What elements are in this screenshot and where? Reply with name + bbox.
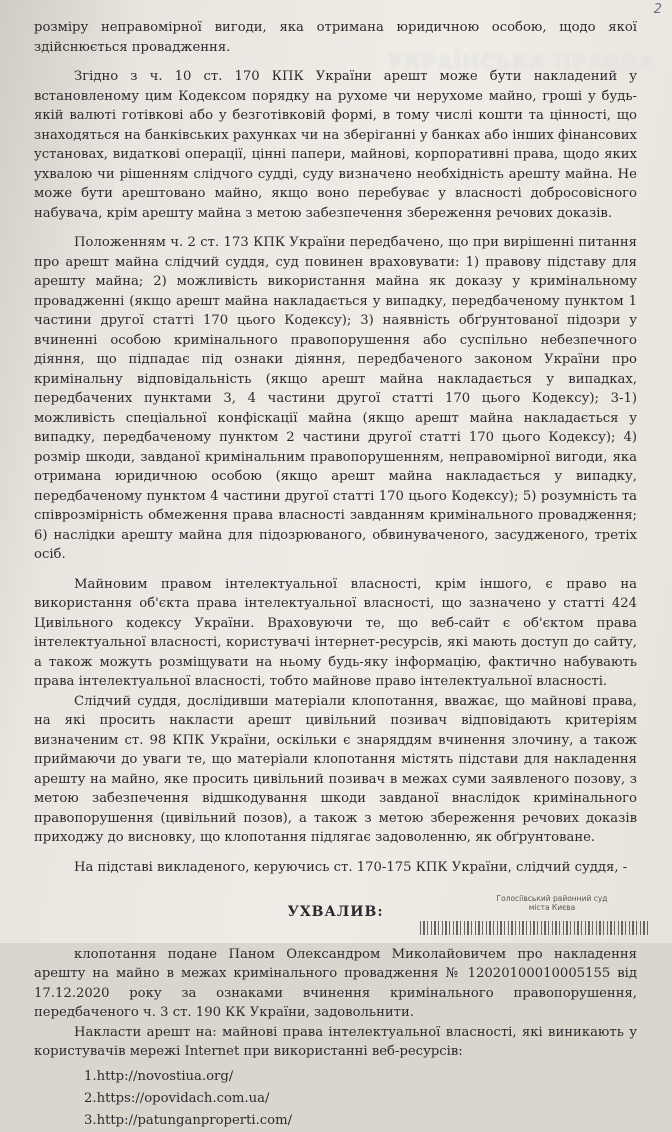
resource-list (84, 1066, 637, 1132)
stamp-line-2: міста Києва (528, 903, 576, 912)
resource-item: 3.http://patunganproperti.com/ (84, 1112, 293, 1128)
paragraph-continuation: розміру неправомірної вигоди, яка отримана юридичною особою, щодо якої здійснюється провадження. (34, 20, 637, 55)
page-number: 2 (653, 2, 662, 17)
barcode (420, 921, 650, 935)
decision-paragraph-grant: клопотання подане Паном Олександром Миколайовичем про накладення арешту на майно в межах кримінального провадження № 12020100010005155 від 17.12.2020 року за ознаками вчинення кримінального правопорушення, передбаченого ч. 3 ст. 190 КК України, задовольнити. (34, 946, 637, 1020)
court-stamp (482, 894, 622, 912)
resource-item: 1.http://novostiua.org/ (84, 1068, 234, 1084)
document-body (34, 18, 637, 1132)
paragraph-article-170: Згідно з ч. 10 ст. 170 КПК України арешт може бути накладений у встановленому цим Кодексом порядку на рухоме чи нерухоме майно, гроші у будь-якій валюті готівкові або у безготівковій формі, в тому числі кошти та цінності, що знаходяться на банківських рахунках чи на зберіганні у банках або інших фінансових установах, видаткові операції, цінні папери, майнові, корпоративні права, щодо яких ухвалою чи рішенням слідчого судді, суду визначено необхідність арешту майна. Не може бути арештовано майно, якщо воно перебуває у власності добросовісного набувача, крім арешту майна з метою забезпечення збереження речових доказів. (34, 69, 637, 221)
paragraph-judge-conclusion: Слідчий суддя, дослідивши матеріали клопотання, вважає, що майнові права, на які просить накласти арешт цивільний позивач відповідають критеріям визначеним ст. 98 КПК України, оскільки є знаряддям вчинення злочину, а також приймаючи до уваги те, що матеріали клопотання містять підстави для накладення арешту на майно, яке просить цивільний позивач в межах суми заявленого позову, з метою забезпечення відшкодування шкоди завданої внаслідок кримінального правопорушення (цивільний позов), а також з метою збереження речових доказів приходжу до висновку, що клопотання підлягає задоволенню, як обґрунтоване. (34, 693, 637, 845)
stamp-line-1: Голосіївський районний суд (496, 894, 608, 903)
resource-item: 2.https://opovidach.com.ua/ (84, 1090, 270, 1106)
paragraph-grounds: На підставі викладеного, керуючись ст. 170-175 КПК України, слідчий суддя, - (74, 859, 628, 875)
paragraph-intellectual-property: Майновим правом інтелектуальної власності, крім іншого, є право на використання об'єкта права інтелектуальної власності, що зазначено у статті 424 Цивільного кодексу України. Враховуючи те, що веб-сайт є об'єктом права інтелектуальної власності, користувачі інтернет-ресурсів, які мають доступ до сайту, а також можуть розміщувати на ньому будь-яку інформацію, фактично набувають права інтелектуальної власності, тобто майнове право інтелектуальної власності. (34, 576, 637, 689)
watermark: УКРАЇНСЬКА ПРАВДА (388, 50, 656, 74)
decision-heading: УХВАЛИВ: (287, 904, 384, 920)
decision-paragraph-arrest: Накласти арешт на: майнові права інтелектуальної власності, які виникають у користувачів мережі Internet при використанні веб-ресурсів: (34, 1024, 637, 1059)
paragraph-article-173: Положенням ч. 2 ст. 173 КПК України передбачено, що при вирішенні питання про арешт майна слідчий суддя, суд повинен враховувати: 1) правову підставу для арешту майна; 2) можливість використання майна як доказу у кримінальному провадженні (якщо арешт майна накладається у випадку, передбаченому пунктом 1 частини другої статті 170 цього Кодексу); 3) наявність обґрунтованої підозри у вчиненні особою кримінального правопорушення або суспільно небезпечного діяння, що підпадає під ознаки діяння, передбаченого законом України про кримінальну відповідальність (якщо арешт майна накладається у випадках, передбачених пунктами 3, 4 частини другої статті 170 цього Кодексу); 3-1) можливість спеціальної конфіскації майна (якщо арешт майна накладається у випадку, передбаченому пунктом 2 частини другої статті 170 цього Кодексу); 4) розмір шкоди, завданої кримінальним правопорушенням, неправомірної вигоди, яка отримана юридичною особою (якщо арешт майна накладається у випадку, передбаченому пунктом 4 частини другої статті 170 цього Кодексу); 5) розумність та співрозмірність обмеження права власності завданням кримінального провадження; 6) наслідки арешту майна для підозрюваного, обвинуваченого, засудженого, третіх осіб. (34, 235, 637, 562)
